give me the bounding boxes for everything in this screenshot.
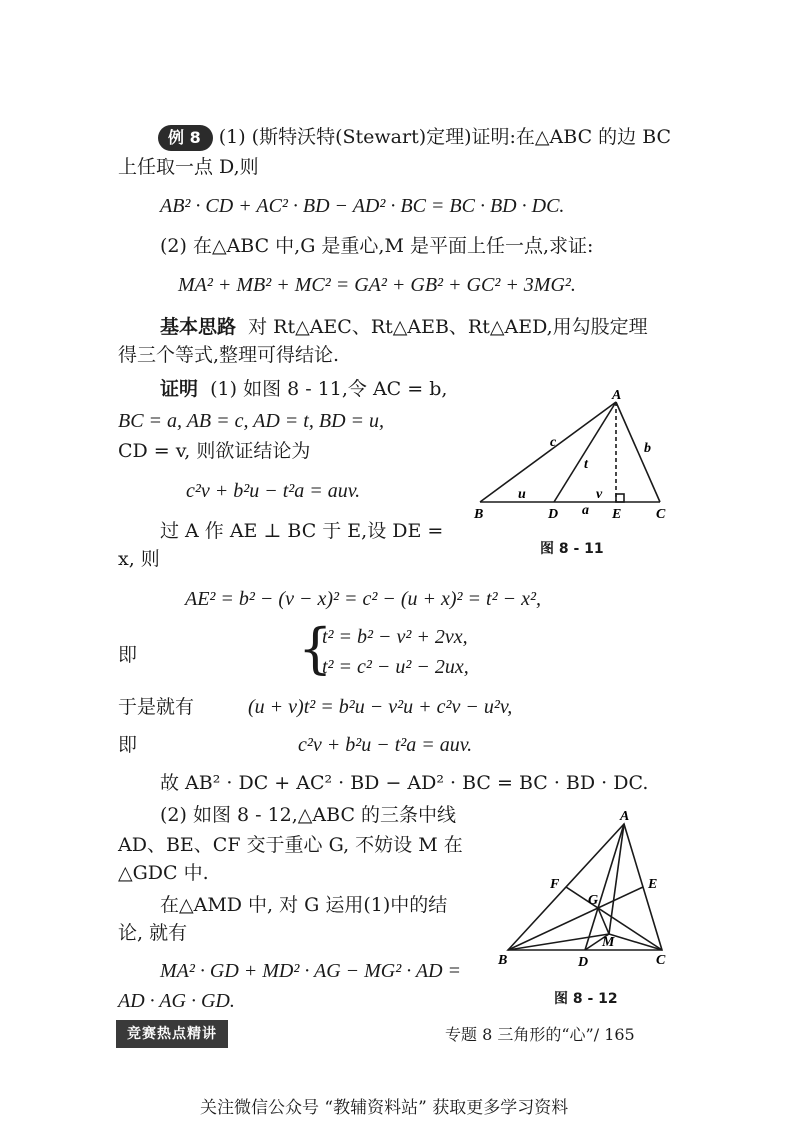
fig1-label-e: E	[612, 507, 622, 520]
fig1-label-a-vertex: A	[612, 390, 622, 403]
figure-8-12	[496, 810, 686, 970]
fig1-label-v: v	[596, 487, 603, 502]
fig2-label-d: D	[578, 955, 589, 970]
proof-text-1: (1) 如图 8 - 11,令 AC = b,	[210, 378, 448, 400]
fig2-label-b: B	[498, 953, 508, 968]
part2-line-2: AD、BE、CF 交于重心 G, 不妨设 M 在	[118, 834, 463, 856]
system-eq-2: t² = c² − u² − 2ux,	[322, 656, 469, 678]
fig2-label-f: F	[550, 877, 560, 892]
idea-line-1	[160, 314, 648, 340]
fig2-label-c: C	[656, 953, 666, 968]
proof-line-5: x, 则	[118, 548, 160, 570]
figure-8-11-caption: 图 8 - 11	[540, 541, 604, 557]
yushi-label: 于是就有	[118, 696, 195, 718]
equation-ae: AE² = b² − (v − x)² = c² − (u + x)² = t² − x²,	[185, 588, 541, 610]
example-line-3: (2) 在△ABC 中,G 是重心,M 是平面上任一点,求证:	[160, 235, 594, 257]
system-eq-1: t² = b² − v² + 2vx,	[322, 626, 468, 648]
part2-line-1: (2) 如图 8 - 12,△ABC 的三条中线	[160, 804, 457, 826]
fig1-label-u: u	[518, 487, 526, 502]
equation-target: c²v + b²u − t²a = auv.	[186, 480, 361, 502]
idea-label: 基本思路	[160, 316, 237, 338]
system-brace: {	[298, 617, 333, 680]
fig1-label-a-side: a	[582, 503, 589, 518]
fig1-label-c-side: c	[550, 435, 557, 450]
fig2-label-e: E	[648, 877, 658, 892]
equation-stewart-apply: MA² · GD + MD² · AG − MG² · AD =	[160, 960, 462, 982]
example-heading	[158, 124, 671, 151]
idea-text-1: 对 Rt△AEC、Rt△AEB、Rt△AED,用勾股定理	[248, 316, 648, 338]
fig2-label-a: A	[620, 810, 630, 824]
footer-section-tag: 竞赛热点精讲	[116, 1020, 228, 1048]
fig1-label-d: D	[548, 507, 559, 520]
equation-combined: (u + v)t² = b²u − v²u + c²v − u²v,	[248, 696, 513, 718]
example-line-2: 上任取一点 D,则	[118, 156, 259, 178]
fig1-label-c-vertex: C	[656, 507, 666, 520]
ji-label-1: 即	[118, 644, 138, 666]
proof-line-3: CD = v, 则欲证结论为	[118, 440, 311, 462]
part2-line-5: 论, 就有	[118, 922, 188, 944]
footer-chapter-page: 专题 8 三角形的“心”/ 165	[445, 1025, 635, 1044]
fig1-label-b-vertex: B	[474, 507, 484, 520]
fig2-label-g: G	[588, 893, 599, 908]
proof-line-2: BC = a, AB = c, AD = t, BD = u,	[118, 410, 385, 432]
equation-stewart-apply-2: AD · AG · GD.	[118, 990, 235, 1012]
example-line-1: (1) (斯特沃特(Stewart)定理)证明:在△ABC 的边 BC	[218, 126, 672, 148]
watermark-text: 关注微信公众号 “教辅资料站” 获取更多学习资料	[200, 1098, 569, 1118]
proof-conclusion: 故 AB² · DC + AC² · BD − AD² · BC = BC · BD · DC.	[160, 772, 649, 794]
proof-label: 证明	[160, 378, 199, 400]
part2-line-4: 在△AMD 中, 对 G 运用(1)中的结	[160, 894, 448, 916]
figure-8-12-caption: 图 8 - 12	[554, 991, 618, 1007]
fig1-label-b-side: b	[644, 441, 651, 456]
example-badge: 例 8	[158, 125, 213, 151]
fig1-label-t: t	[584, 457, 588, 472]
proof-line-1	[160, 376, 447, 402]
fig2-label-m: M	[602, 935, 615, 950]
equation-centroid: MA² + MB² + MC² = GA² + GB² + GC² + 3MG².	[178, 274, 576, 296]
equation-result: c²v + b²u − t²a = auv.	[298, 734, 473, 756]
proof-line-4: 过 A 作 AE ⊥ BC 于 E,设 DE =	[160, 520, 444, 542]
part2-line-3: △GDC 中.	[118, 862, 209, 884]
figure-8-11	[470, 390, 690, 520]
ji-label-2: 即	[118, 734, 138, 756]
equation-stewart: AB² · CD + AC² · BD − AD² · BC = BC · BD · DC.	[160, 195, 565, 217]
idea-line-2: 得三个等式,整理可得结论.	[118, 344, 340, 366]
